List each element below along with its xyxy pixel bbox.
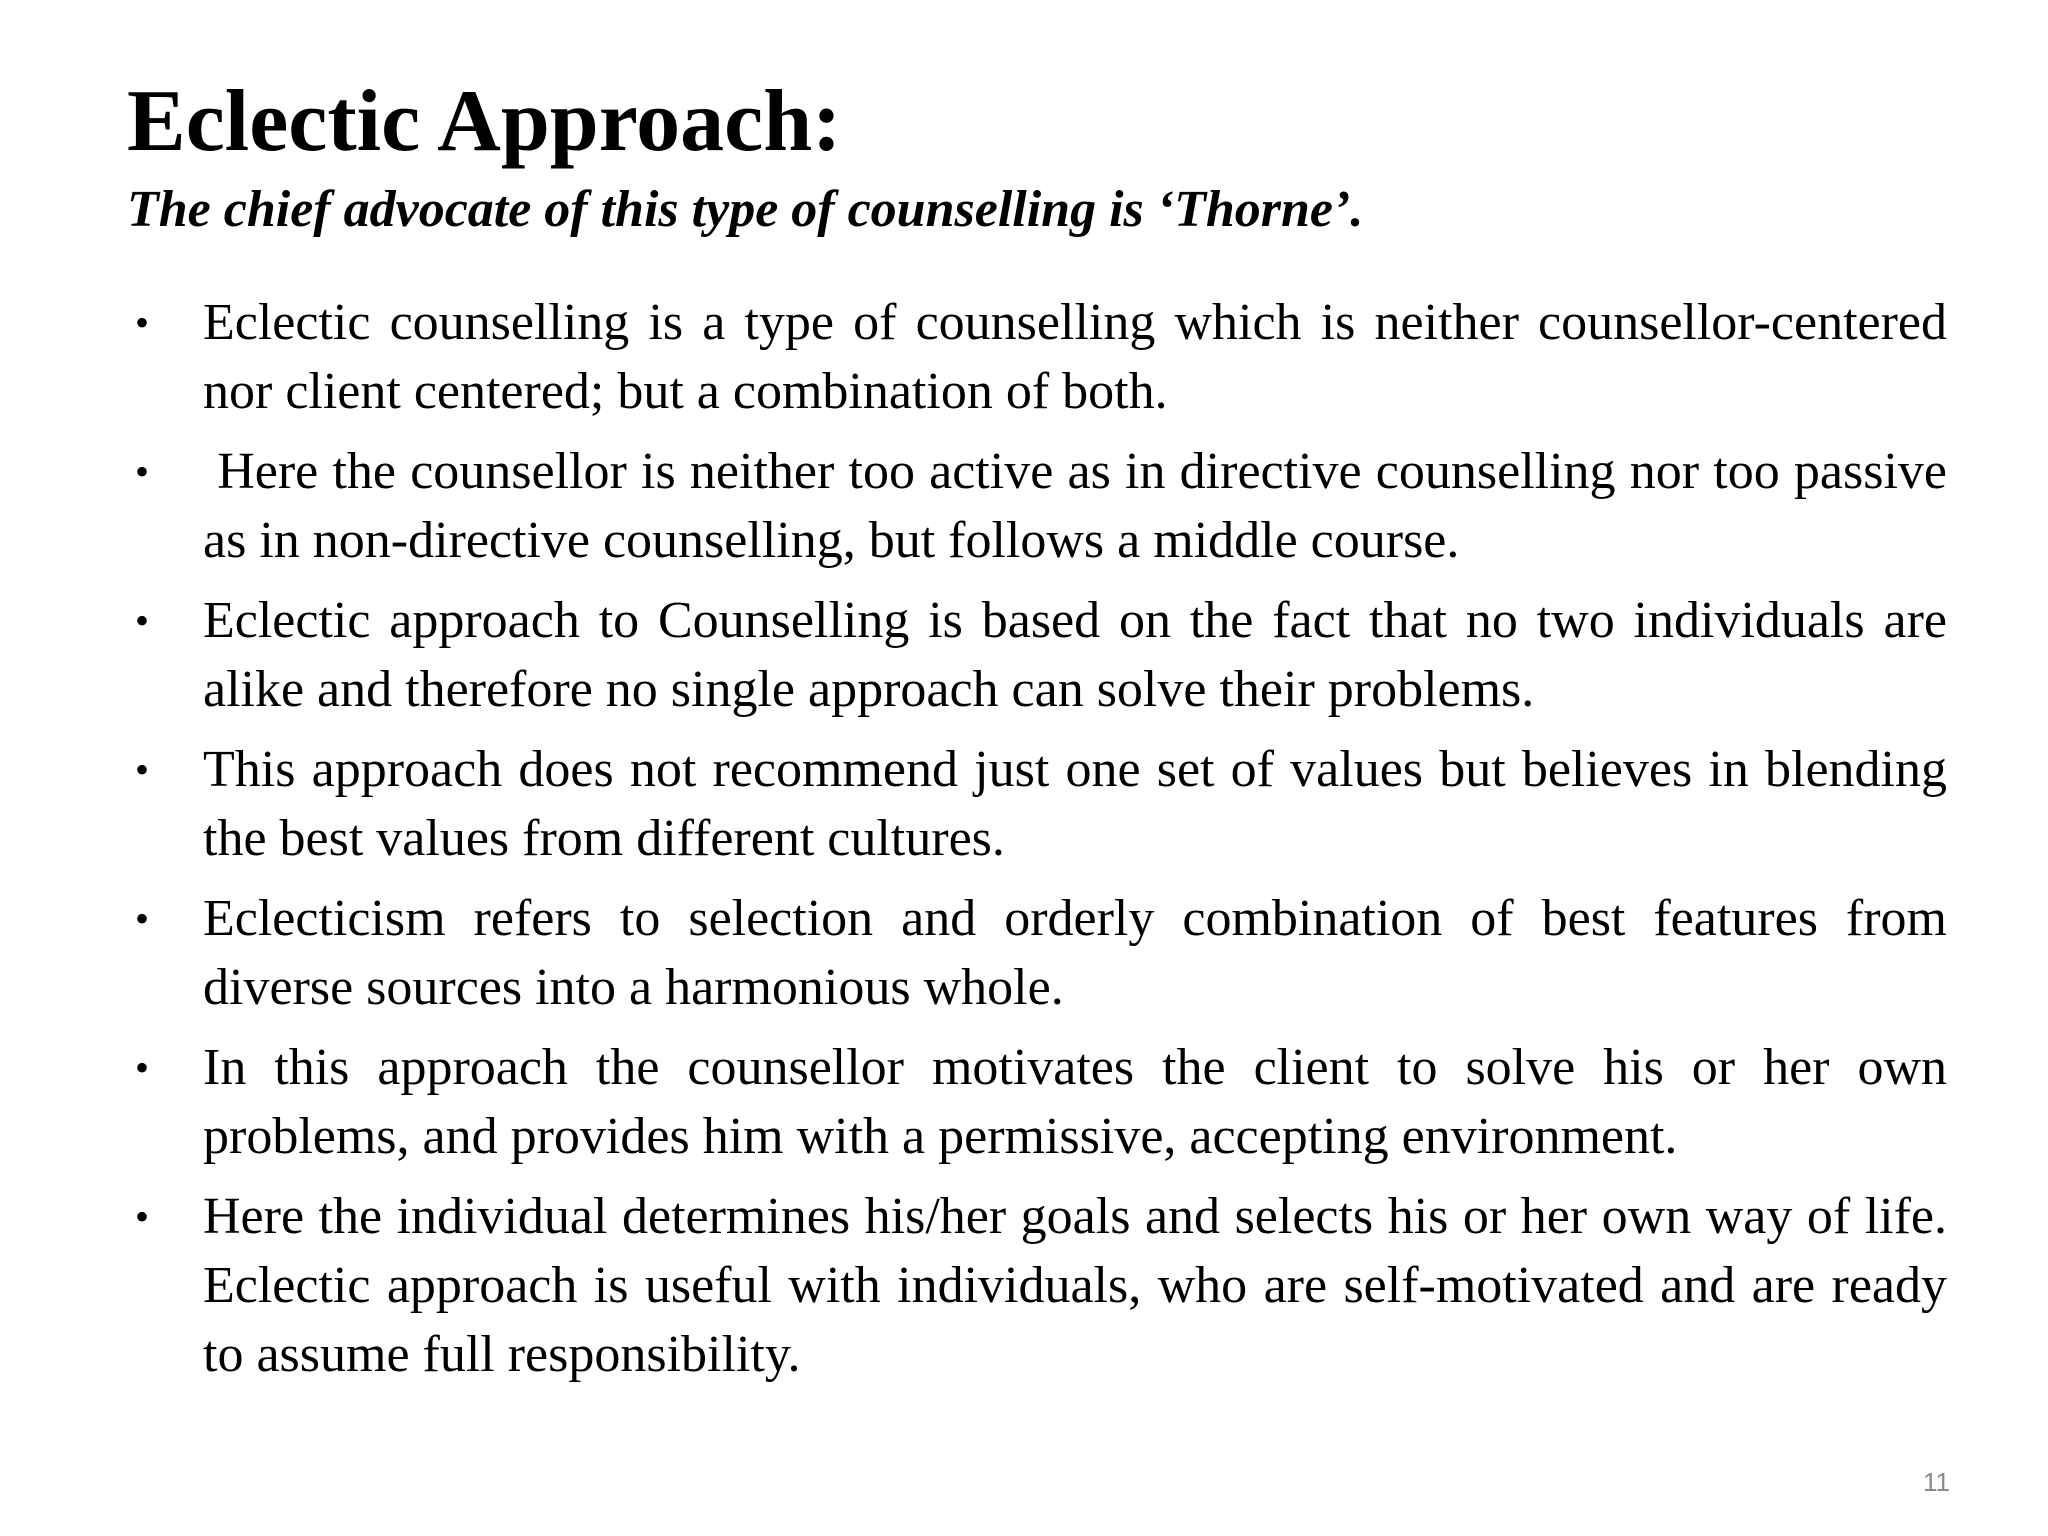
- bullet-icon: •: [134, 300, 149, 345]
- bullet-item: [127, 288, 1947, 426]
- bullet-item: [127, 735, 1947, 873]
- bullet-item: [127, 1033, 1947, 1171]
- bullet-list: [127, 288, 1961, 1400]
- bullet-icon: •: [134, 598, 149, 643]
- bullet-icon: •: [134, 747, 149, 792]
- bullet-text: Here the individual determines his/her goals and selects his or her own way of life. Eclectic approach is useful with individuals, who are self-motivated and are ready to assume full responsibility.: [203, 1188, 1947, 1383]
- page-number: 11: [1923, 1467, 1950, 1497]
- bullet-text: Eclectic counselling is a type of counselling which is neither counsellor-centered nor client centered; but a combination of both.: [203, 294, 1947, 420]
- bullet-text: In this approach the counsellor motivates the client to solve his or her own problems, and provides him with a permissive, accepting environment.: [203, 1039, 1947, 1165]
- slide-subtitle: The chief advocate of this type of counselling is ‘Thorne’.: [127, 181, 1364, 238]
- slide-title: Eclectic Approach:: [127, 73, 842, 170]
- bullet-text: This approach does not recommend just one set of values but believes in blending the best values from different cultures.: [203, 741, 1947, 867]
- bullet-text: Eclectic approach to Counselling is based on the fact that no two individuals are alike and therefore no single approach can solve their problems.: [203, 592, 1947, 718]
- bullet-icon: •: [134, 1194, 149, 1239]
- bullet-item: [127, 1182, 1947, 1389]
- bullet-icon: •: [134, 1045, 149, 1090]
- bullet-item: [127, 586, 1947, 724]
- bullet-text: Eclecticism refers to selection and orderly combination of best features from diverse sources into a harmonious whole.: [203, 890, 1947, 1016]
- bullet-item: [127, 437, 1961, 575]
- bullet-icon: •: [134, 896, 149, 941]
- bullet-item: [127, 884, 1947, 1022]
- bullet-icon: •: [134, 449, 149, 494]
- bullet-text: Here the counsellor is neither too active as in directive counselling nor too passive as in non-directive counselling, but follows a middle course.: [203, 443, 1961, 569]
